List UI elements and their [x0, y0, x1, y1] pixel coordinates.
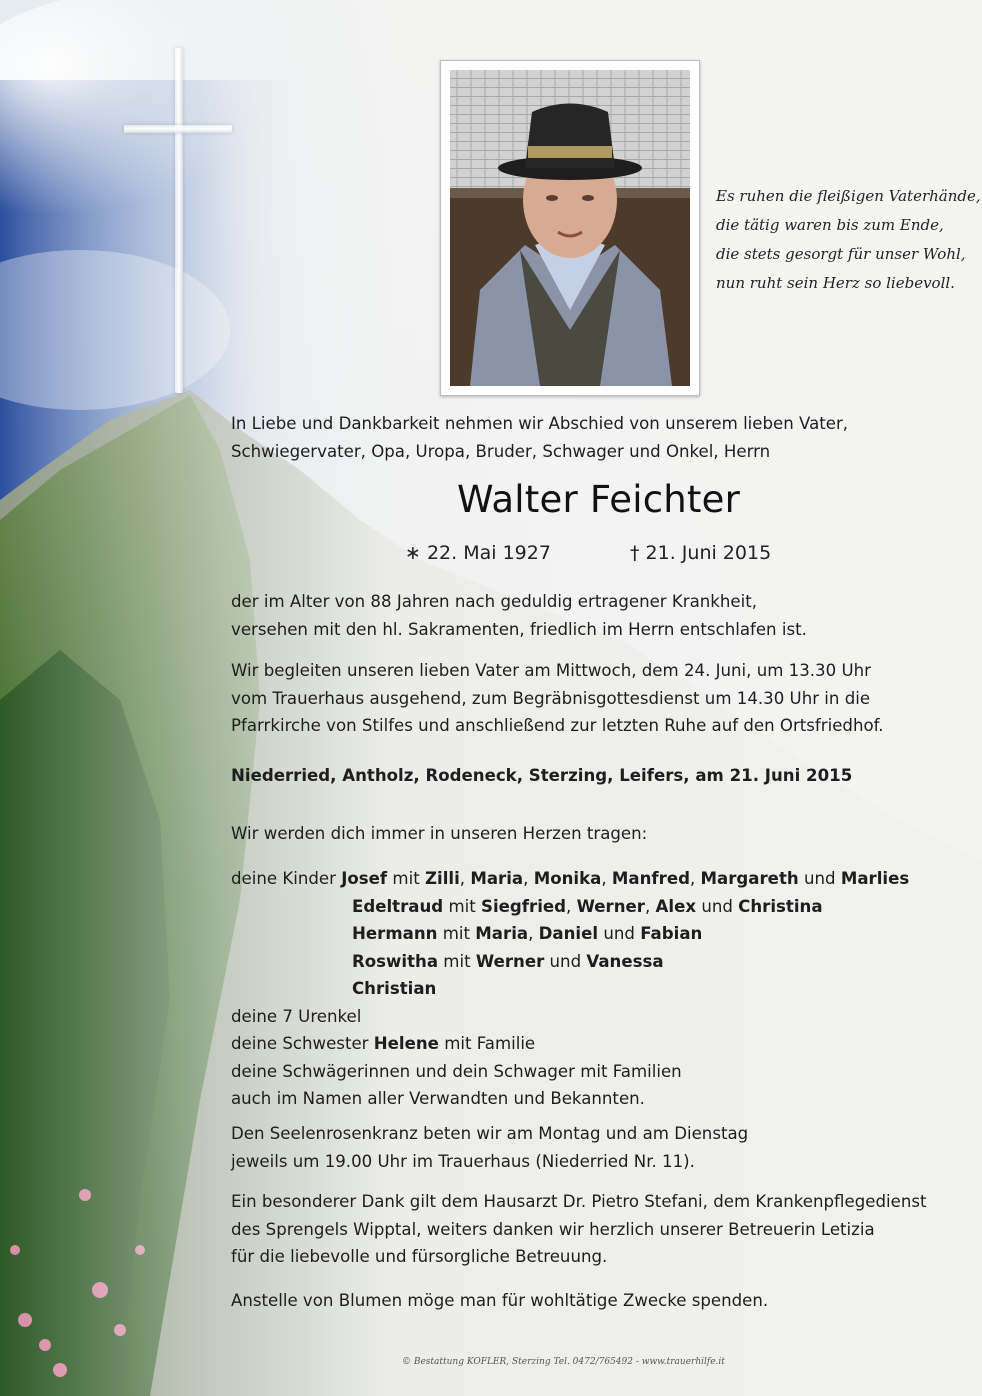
- connector: mit: [443, 896, 482, 916]
- rosary-line: jeweils um 19.00 Uhr im Trauerhaus (Niederried Nr. 11).: [231, 1151, 695, 1171]
- connector: mit: [387, 869, 425, 888]
- connector: ,: [566, 896, 577, 916]
- child-name: Josef: [341, 869, 388, 888]
- hearts-text: Wir werden dich immer in unseren Herzen tragen:: [231, 824, 648, 843]
- passing-line: versehen mit den hl. Sakramenten, friedlich im Herrn entschlafen ist.: [231, 619, 807, 639]
- intro-line: In Liebe und Dankbarkeit nehmen wir Abschied von unserem lieben Vater,: [231, 414, 849, 433]
- inlaws-line: deine Schwägerinnen und dein Schwager mit Familien: [231, 1061, 682, 1081]
- sister-prefix: deine Schwester: [231, 1034, 374, 1053]
- sister-suffix: mit Familie: [438, 1034, 536, 1053]
- children-row: [231, 865, 909, 893]
- spouse-name: Maria: [475, 924, 529, 943]
- funeral-line: vom Trauerhaus ausgehend, zum Begräbnisgottesdienst um 14.30 Uhr in die: [231, 688, 871, 708]
- flowers-text: Anstelle von Blumen möge man für wohltätige Zwecke spenden.: [231, 1291, 769, 1310]
- child-name: Edeltraud: [352, 896, 444, 916]
- funeral-home-footer: © Bestattung KOFLER, Sterzing Tel. 0472/765492 - www.trauerhilfe.it: [402, 1357, 725, 1367]
- spouse-name: Werner: [475, 951, 545, 971]
- sister-name: Helene: [373, 1034, 439, 1053]
- portrait-frame: [440, 60, 700, 396]
- verse-line: nun ruht sein Herz so liebevoll.: [716, 274, 955, 292]
- passing-text: [231, 588, 807, 643]
- portrait-photo: [450, 70, 690, 386]
- child-name: Vanessa: [586, 951, 664, 971]
- verse-line: die tätig waren bis zum Ende,: [716, 216, 944, 234]
- child-name: Margareth: [700, 869, 799, 888]
- connector: und: [696, 896, 739, 916]
- funeral-text: [231, 657, 884, 740]
- urenkel-line: deine 7 Urenkel: [231, 1006, 362, 1026]
- connector: mit: [438, 951, 476, 971]
- child-name: Alex: [655, 896, 697, 916]
- children-row: [231, 948, 909, 976]
- cross-icon: [175, 48, 183, 393]
- death-date: † 21. Juni 2015: [630, 542, 772, 564]
- rosary-line: Den Seelenrosenkranz beten wir am Montag und am Dienstag: [231, 1124, 749, 1143]
- connector: ,: [601, 869, 612, 888]
- spouse-name: Siegfried: [481, 896, 567, 916]
- connector: ,: [689, 869, 701, 888]
- passing-line: der im Alter von 88 Jahren nach geduldig ertragener Krankheit,: [231, 592, 758, 611]
- thanks-line: für die liebevolle und fürsorgliche Betreuung.: [231, 1247, 608, 1266]
- birth-date: ∗ 22. Mai 1927: [405, 542, 551, 564]
- child-name: Christian: [352, 979, 437, 998]
- thanks-text: [231, 1188, 927, 1271]
- child-name: Manfred: [611, 869, 690, 888]
- connector: ,: [644, 896, 656, 916]
- rosary-text: [231, 1120, 748, 1175]
- connector: ,: [523, 869, 534, 888]
- connector: mit: [437, 924, 476, 943]
- connector: ,: [528, 924, 539, 943]
- child-name: Monika: [533, 869, 602, 888]
- child-name: Christina: [738, 896, 823, 916]
- child-name: Marlies: [840, 869, 910, 888]
- thanks-line: des Sprengels Wipptal, weiters danken wir herzlich unserer Betreuerin Letizia: [231, 1219, 875, 1239]
- intro-line: Schwiegervater, Opa, Uropa, Bruder, Schwager und Onkel, Herrn: [231, 441, 771, 461]
- connector: und: [798, 869, 841, 888]
- intro-text: [231, 410, 848, 465]
- sister-line: [231, 1030, 909, 1058]
- funeral-line: Wir begleiten unseren lieben Vater am Mittwoch, dem 24. Juni, um 13.30 Uhr: [231, 661, 871, 680]
- children-prefix: deine Kinder: [231, 869, 342, 888]
- children-row: [231, 893, 909, 921]
- places-date: Niederried, Antholz, Rodeneck, Sterzing, Leifers, am 21. Juni 2015: [231, 766, 853, 785]
- child-name: Daniel: [538, 924, 599, 943]
- spouse-name: Zilli: [424, 869, 460, 888]
- funeral-line: Pfarrkirche von Stilfes und anschließend zur letzten Ruhe auf den Ortsfriedhof.: [231, 716, 884, 735]
- verse-line: die stets gesorgt für unser Wohl,: [716, 245, 966, 263]
- connector: und: [598, 924, 641, 943]
- child-name: Werner: [576, 896, 645, 916]
- deceased-name: Walter Feichter: [457, 478, 740, 521]
- thanks-line: Ein besonderer Dank gilt dem Hausarzt Dr. Pietro Stefani, dem Krankenpflegedienst: [231, 1192, 927, 1211]
- connector: und: [544, 951, 587, 971]
- child-name: Maria: [470, 869, 524, 888]
- verse-line: Es ruhen die fleißigen Vaterhände,: [716, 187, 981, 205]
- connector: ,: [459, 869, 471, 888]
- child-name: Hermann: [352, 924, 438, 943]
- children-row: [231, 975, 909, 1003]
- children-row: [231, 920, 909, 948]
- relatives-line: auch im Namen aller Verwandten und Bekannten.: [231, 1089, 645, 1108]
- cross-icon-bar: [124, 125, 232, 133]
- child-name: Roswitha: [352, 951, 439, 971]
- memorial-verse: [716, 182, 981, 298]
- child-name: Fabian: [640, 924, 703, 943]
- family-list: [231, 865, 909, 1113]
